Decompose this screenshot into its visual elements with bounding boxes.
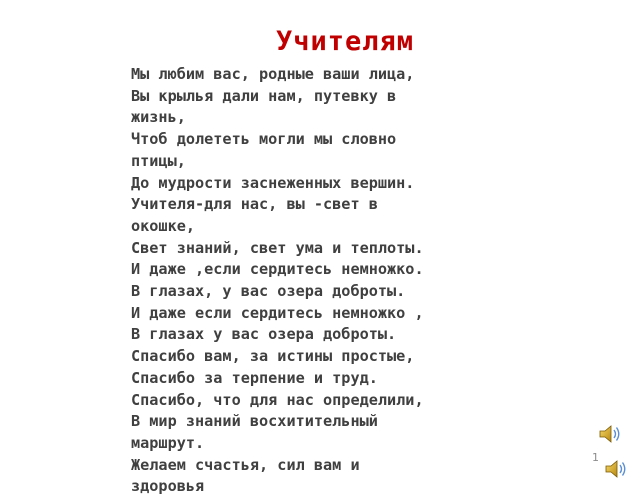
poem-line: Учителя-для нас, вы -свет в xyxy=(131,195,378,214)
poem-line: жизнь, xyxy=(131,108,186,127)
poem-line: Мы любим вас, родные ваши лица, xyxy=(131,65,415,83)
poem-line: маршрут. xyxy=(131,433,205,452)
poem-line: Желаем счастья, сил вам и xyxy=(131,455,360,474)
poem-line: Спасибо за терпение и труд. xyxy=(131,368,378,387)
speaker-icon[interactable] xyxy=(598,423,622,445)
poem-text xyxy=(131,64,501,498)
poem-line: И даже если сердитесь немножко , xyxy=(131,303,424,322)
poem-line: Спасибо, что для нас определили, xyxy=(131,390,424,409)
poem-line: здоровья xyxy=(131,477,205,496)
poem-line: Спасибо вам, за истины простые, xyxy=(131,347,415,366)
poem-line: окошке, xyxy=(131,216,196,235)
poem-line: Вы крылья дали нам, путевку в xyxy=(131,86,397,105)
poem-line: Чтоб долететь могли мы словно xyxy=(131,130,397,149)
poem-line: Свет знаний, свет ума и теплоты. xyxy=(131,238,424,257)
poem-line: В глазах у вас озера доброты. xyxy=(131,325,397,344)
poem-line: В глазах, у вас озера доброты. xyxy=(131,282,406,301)
poem-line: В мир знаний восхитительный xyxy=(131,412,378,431)
slide-title: Учителям xyxy=(276,26,415,57)
poem-line: птицы, xyxy=(131,151,186,170)
page-number: 1 xyxy=(592,451,599,464)
poem-line: И даже ,если сердитесь немножко. xyxy=(131,260,424,279)
speaker-icon[interactable] xyxy=(604,458,628,480)
poem-line: До мудрости заснеженных вершин. xyxy=(131,173,415,192)
